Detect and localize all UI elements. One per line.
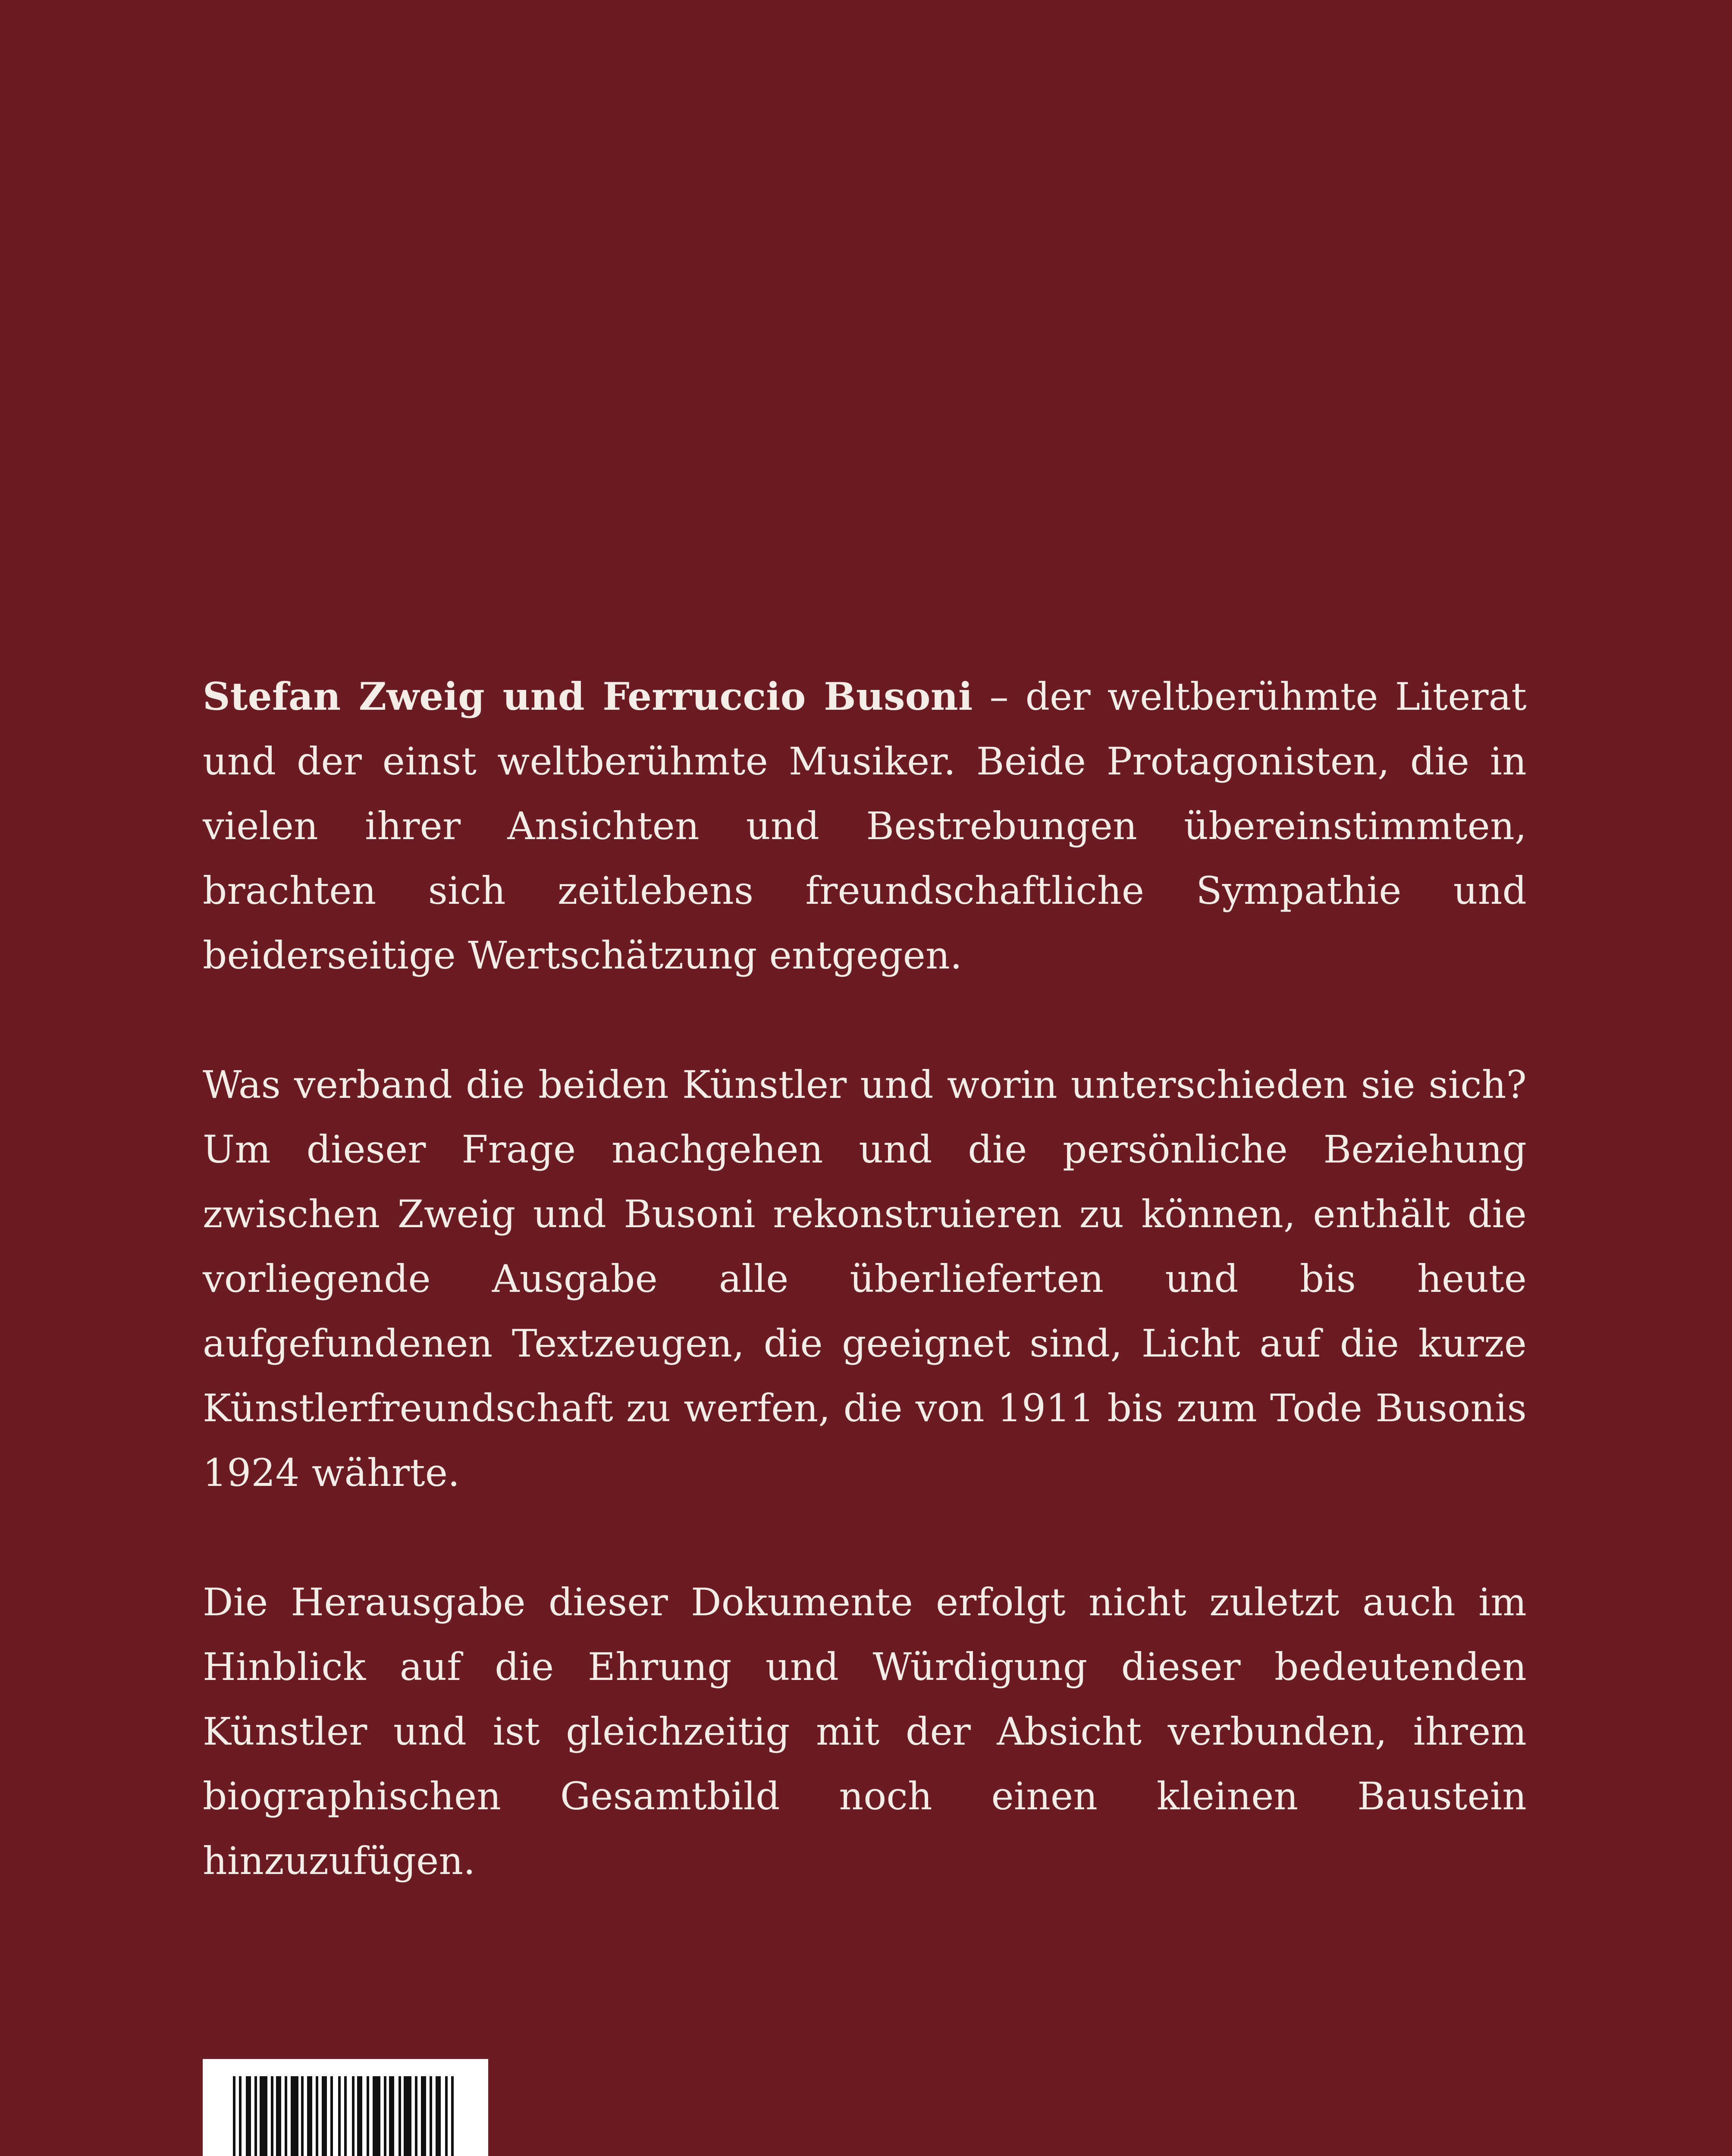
blurb-paragraph-2: Was verband die beiden Künstler und worin unterschieden sie sich? Um dieser Frage nachgehen und die persönliche Beziehung zwischen Zweig und Busoni rekonstruieren zu können, enthält die vorliegende Ausgabe alle überlieferten und bis heute aufgefundenen Textzeugen, die geeignet sind, Licht auf die kurze Künstlerfreundschaft zu werfen, die von 1911 bis zum Tode Busonis 1924 währte. [203, 1062, 1527, 1495]
isbn-barcode [203, 2059, 488, 2156]
blurb-paragraph-3: Die Herausgabe dieser Dokumente erfolgt nicht zuletzt auch im Hinblick auf die Ehrung und Würdigung dieser bedeutenden Künstler und ist gleichzeitig mit der Absicht verbunden, ihrem biographischen Gesamtbild noch einen kleinen Baustein hinzuzufügen. [203, 1580, 1527, 1883]
blurb-paragraph-1-text: – der weltberühmte Literat und der einst weltberühmte Musiker. Beide Protagonisten, die in vielen ihrer Ansichten und Bestrebungen übereinstimmten, brachten sich zeitlebens freundschaftliche Sympathie und beiderseitige Wertschätzung entgegen. [203, 674, 1527, 978]
blurb-lead-names: Stefan Zweig und Ferruccio Busoni [203, 674, 973, 719]
barcode-bars [203, 2059, 488, 2156]
blurb-text [203, 664, 1527, 1893]
blurb-paragraph-1 [203, 664, 1527, 988]
